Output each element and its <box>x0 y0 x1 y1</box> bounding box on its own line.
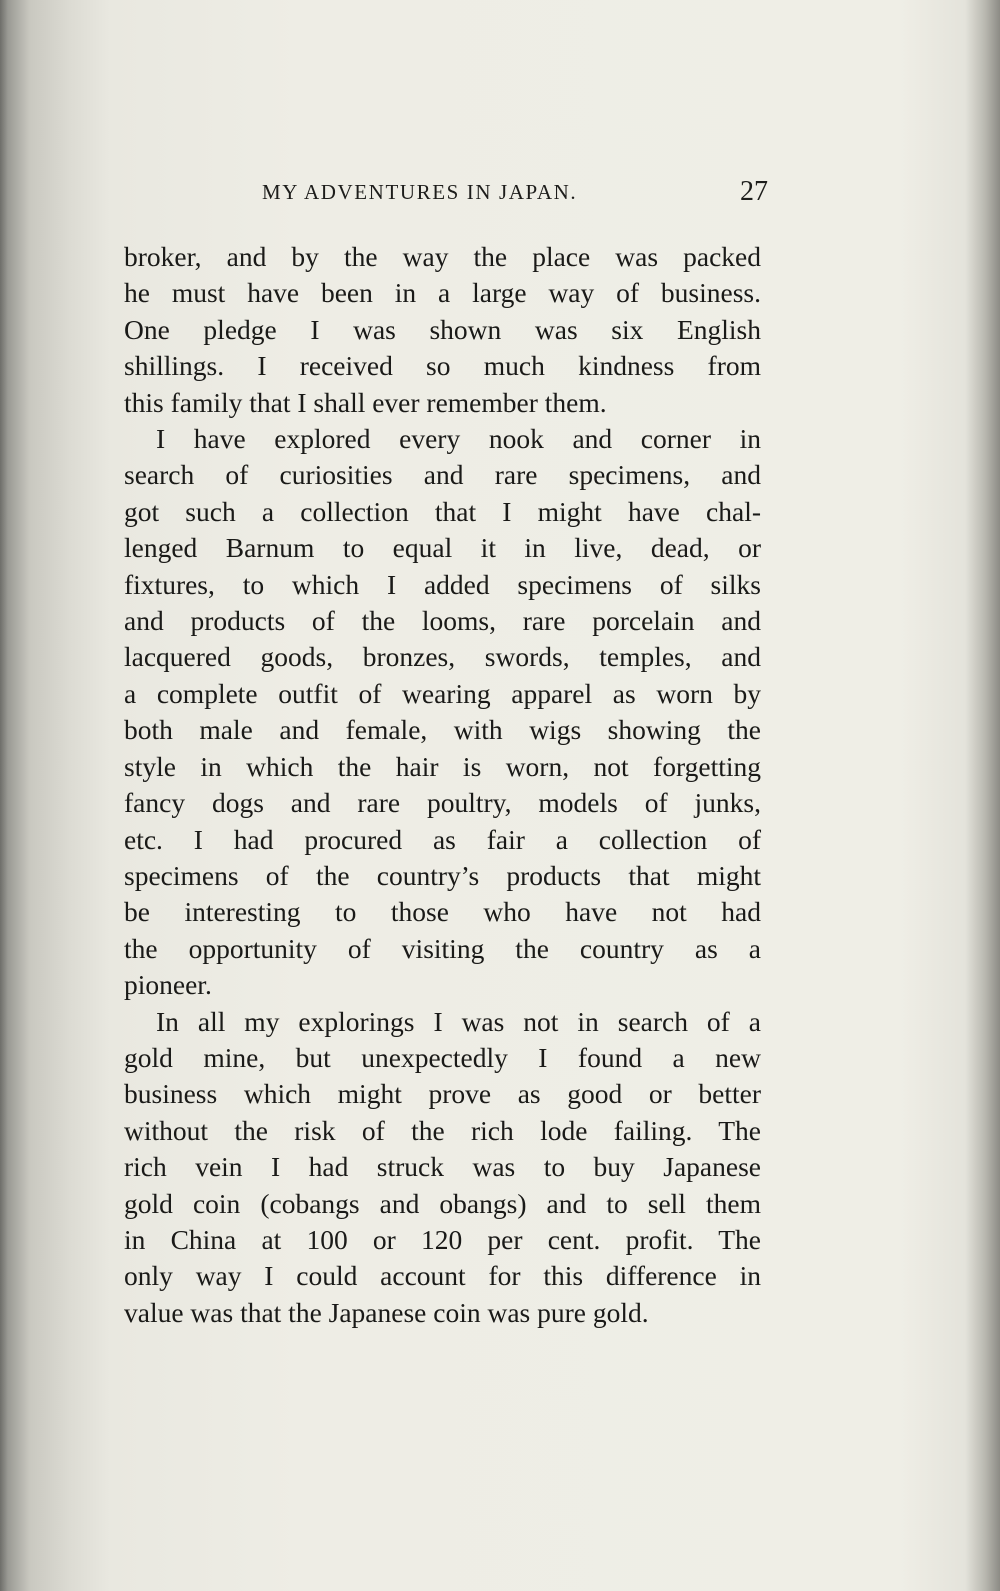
text-line: One pledge I was shown was six English <box>124 313 761 345</box>
text-line: style in which the hair is worn, not forgetting <box>124 750 761 782</box>
text-line: specimens of the country’s products that might <box>124 859 761 891</box>
text-line: without the risk of the rich lode failing. The <box>124 1114 761 1146</box>
text-line: business which might prove as good or better <box>124 1078 761 1110</box>
text-line: gold coin (cobangs and obangs) and to sell them <box>124 1187 761 1219</box>
page-number: 27 <box>740 176 768 207</box>
text-line: got such a collection that I might have chal- <box>124 495 761 527</box>
text-line: gold mine, but unexpectedly I found a new <box>124 1041 761 1073</box>
text-line: he must have been in a large way of business. <box>124 277 761 309</box>
text-line: I have explored every nook and corner in <box>156 423 761 455</box>
text-line: this family that I shall ever remember them. <box>124 386 607 418</box>
text-line: rich vein I had struck was to buy Japanese <box>124 1151 761 1183</box>
text-line: fancy dogs and rare poultry, models of junks, <box>124 787 761 819</box>
text-line: be interesting to those who have not had <box>124 896 761 928</box>
text-line: etc. I had procured as fair a collection of <box>124 823 761 855</box>
text-line: shillings. I received so much kindness from <box>124 350 761 382</box>
text-line: value was that the Japanese coin was pure gold. <box>124 1296 649 1328</box>
text-line: a complete outfit of wearing apparel as worn by <box>124 677 761 709</box>
text-line: and products of the looms, rare porcelain and <box>124 605 761 637</box>
running-title: MY ADVENTURES IN JAPAN. <box>262 180 578 204</box>
text-line: in China at 100 or 120 per cent. profit. The <box>124 1223 761 1255</box>
text-line: pioneer. <box>124 969 212 1001</box>
text-line: lacquered goods, bronzes, swords, temples, and <box>124 641 761 673</box>
text-line: In all my explorings I was not in search of a <box>156 1005 761 1037</box>
paragraph <box>124 421 761 1004</box>
text-line: only way I could account for this difference in <box>124 1260 761 1292</box>
paragraph <box>124 239 761 421</box>
text-line: broker, and by the way the place was packed <box>124 241 761 272</box>
text-line: fixtures, to which I added specimens of silks <box>124 568 761 600</box>
text-line: search of curiosities and rare specimens, and <box>124 459 761 491</box>
text-line: the opportunity of visiting the country as a <box>124 932 761 964</box>
text-line: lenged Barnum to equal it in live, dead, or <box>124 532 761 564</box>
text-line: both male and female, with wigs showing the <box>124 714 761 746</box>
paragraph <box>124 1004 761 1332</box>
body-text <box>124 239 761 1331</box>
